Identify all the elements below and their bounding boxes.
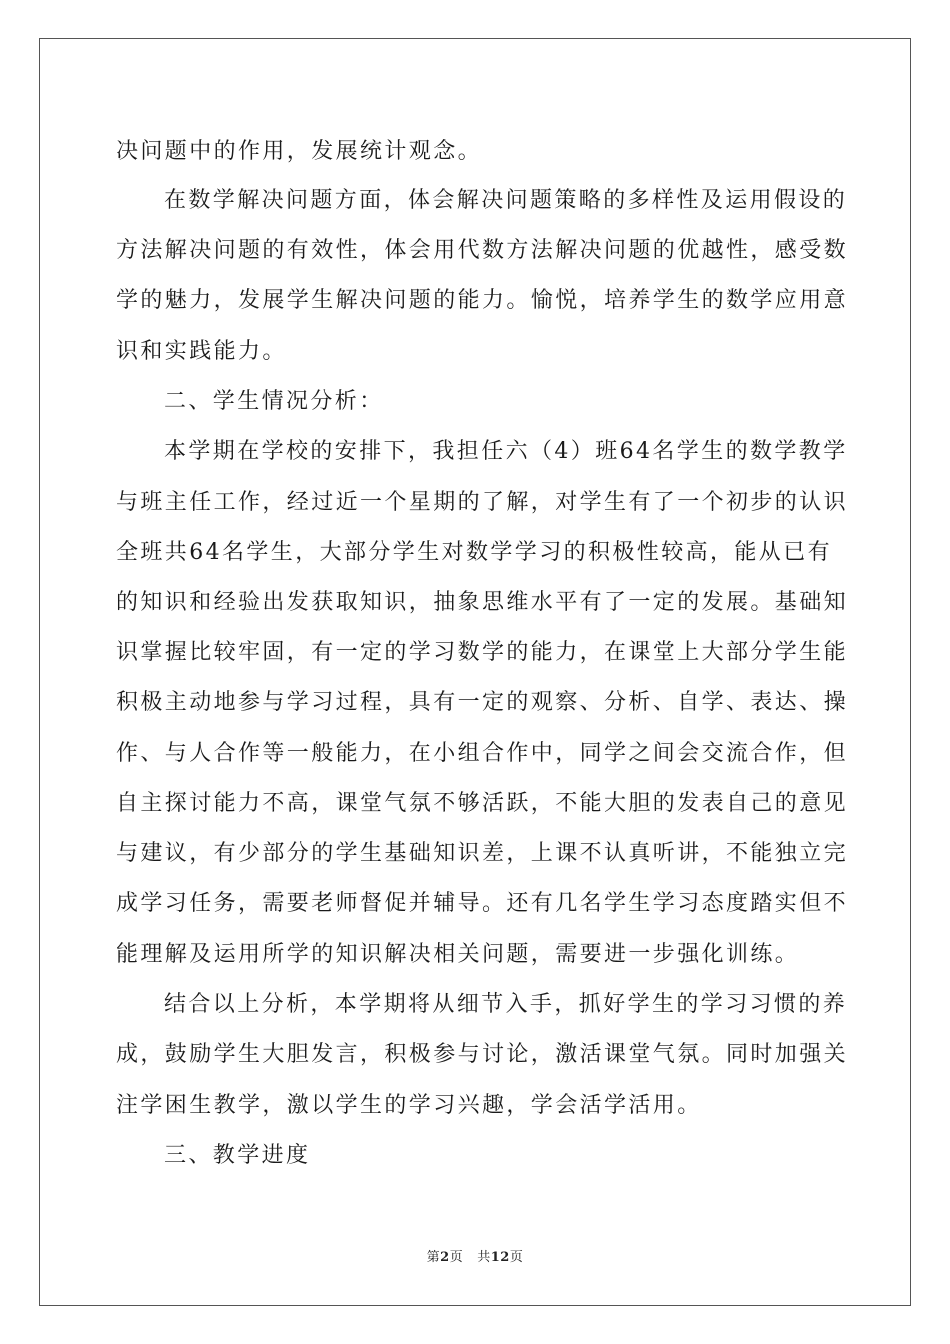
- footer-total-pages: 12: [490, 1250, 510, 1265]
- footer-page-suffix: 页: [449, 1250, 464, 1265]
- paragraph-line: 与班主任工作，经过近一个星期的了解，对学生有了一个初步的认识: [116, 490, 849, 515]
- footer-total-prefix: 共: [477, 1250, 491, 1265]
- page-footer: [0, 1250, 950, 1266]
- paragraph-line: 成学习任务，需要老师督促并辅导。还有几名学生学习态度踏实但不: [116, 891, 849, 916]
- paragraph-line: 的知识和经验出发获取知识，抽象思维水平有了一定的发展。基础知: [116, 590, 849, 615]
- paragraph-line: 注学困生教学，激以学生的学习兴趣，学会活学活用。: [116, 1093, 702, 1118]
- paragraph-line: 决问题中的作用，发展统计观念。: [116, 139, 483, 164]
- footer-page-number: 2: [440, 1250, 450, 1265]
- paragraph-line: 积极主动地参与学习过程，具有一定的观察、分析、自学、表达、操: [116, 690, 849, 715]
- paragraph-line: 在数学解决问题方面，体会解决问题策略的多样性及运用假设的: [164, 188, 848, 213]
- paragraph-line: 识掌握比较牢固，有一定的学习数学的能力，在课堂上大部分学生能: [116, 640, 849, 665]
- paragraph-line: 本学期在学校的安排下，我担任六（4）班64名学生的数学教学: [164, 439, 848, 464]
- paragraph-line: 学的魅力，发展学生解决问题的能力。愉悦，培养学生的数学应用意: [116, 288, 849, 313]
- section-heading: 三、教学进度: [164, 1143, 311, 1168]
- footer-total-suffix: 页: [509, 1250, 524, 1265]
- paragraph-line: 成，鼓励学生大胆发言，积极参与讨论，激活课堂气氛。同时加强关: [116, 1042, 849, 1067]
- paragraph-line: 自主探讨能力不高，课堂气氛不够活跃，不能大胆的发表自己的意见: [116, 791, 849, 816]
- paragraph-line: 识和实践能力。: [116, 339, 287, 364]
- paragraph-line: 作、与人合作等一般能力，在小组合作中，同学之间会交流合作，但: [116, 741, 849, 766]
- paragraph-line: 结合以上分析，本学期将从细节入手，抓好学生的学习习惯的养: [164, 992, 848, 1017]
- paragraph-line: 能理解及运用所学的知识解决相关问题，需要进一步强化训练。: [116, 942, 800, 967]
- paragraph-line: 全班共64名学生，大部分学生对数学学习的积极性较高，能从已有: [116, 540, 832, 565]
- footer-page-prefix: 第: [426, 1250, 441, 1265]
- section-heading: 二、学生情况分析：: [164, 389, 384, 414]
- paragraph-line: 与建议，有少部分的学生基础知识差，上课不认真听讲，不能独立完: [116, 841, 849, 866]
- paragraph-line: 方法解决问题的有效性，体会用代数方法解决问题的优越性，感受数: [116, 238, 849, 263]
